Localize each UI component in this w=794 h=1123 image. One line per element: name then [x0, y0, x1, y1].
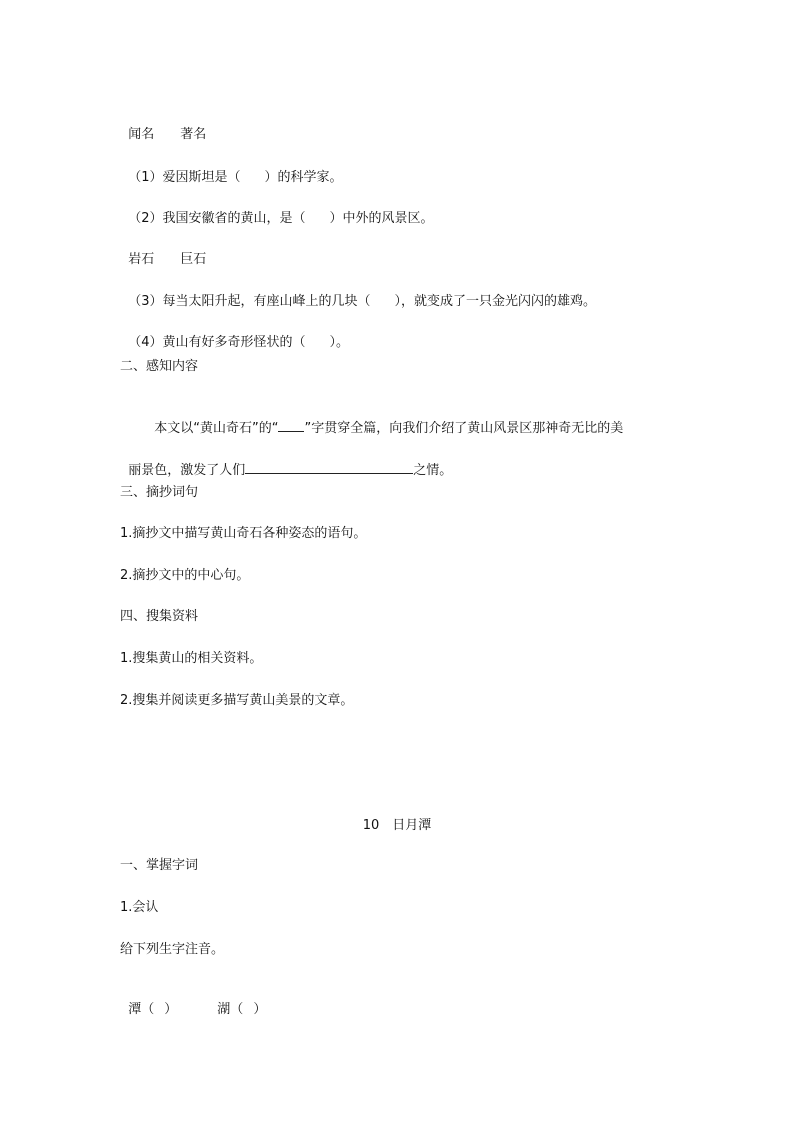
word-group-1	[120, 108, 206, 144]
content-text: 丽景色，激发了人们	[128, 463, 246, 478]
lesson-title: 10 日月潭	[362, 818, 432, 833]
word-wenming: 闻名	[128, 127, 155, 142]
char-hu: 湖（	[217, 1002, 244, 1017]
word-yanshi: 岩石	[128, 252, 155, 267]
section-3-item-2: 2.摘抄文中的中心句。	[120, 568, 250, 583]
question-1-text-end: ）的科学家。	[264, 170, 343, 185]
char-hu-close: ）	[253, 1002, 267, 1017]
fill-blank-line[interactable]	[245, 460, 413, 474]
question-2-text-end: ）中外的风景区。	[329, 211, 434, 226]
content-text-end: ”字贯穿全篇，向我们介绍了黄山风景区那神奇无比的美	[304, 421, 624, 436]
lesson-instruction: 给下列生字注音。	[120, 942, 225, 957]
fill-blank-line[interactable]	[278, 418, 304, 432]
word-zhuming: 著名	[180, 127, 207, 142]
lesson-section-1-heading: 一、掌握字词	[120, 858, 199, 873]
question-3-text-end: ），就变成了一只金光闪闪的雄鸡。	[394, 294, 597, 309]
section-3-heading: 三、摘抄词句	[120, 485, 199, 500]
word-group-2	[120, 233, 206, 269]
question-3	[120, 275, 596, 311]
question-4-text-end: ）。	[329, 335, 350, 350]
section-4-heading: 四、搜集资料	[120, 609, 199, 624]
char-tan: 潭（	[128, 1002, 155, 1017]
question-4-text: （4）黄山有好多奇形怪状的（	[128, 335, 306, 350]
question-1	[120, 151, 343, 187]
question-2-text: （2）我国安徽省的黄山，是（	[128, 211, 306, 226]
content-paragraph-line-2	[120, 442, 452, 480]
content-paragraph-line-1	[146, 400, 623, 438]
question-3-text: （3）每当太阳升起，有座山峰上的几块（	[128, 294, 371, 309]
content-text-end: 之情。	[413, 463, 453, 478]
section-4-item-1: 1.搜集黄山的相关资料。	[120, 651, 263, 666]
lesson-subsection-1: 1.会认	[120, 900, 159, 915]
char-tan-close: ）	[164, 1002, 178, 1017]
question-4	[120, 316, 349, 352]
content-text: 本文以“黄山奇石”的“	[154, 421, 279, 436]
section-2-heading: 二、感知内容	[120, 359, 199, 374]
section-4-item-2: 2.搜集并阅读更多描写黄山美景的文章。	[120, 693, 354, 708]
section-3-item-1: 1.摘抄文中描写黄山奇石各种姿态的语句。	[120, 526, 367, 541]
question-2	[120, 192, 434, 228]
word-jushi: 巨石	[180, 252, 207, 267]
question-1-text: （1）爱因斯坦是（	[128, 170, 241, 185]
pinyin-row	[120, 983, 266, 1019]
